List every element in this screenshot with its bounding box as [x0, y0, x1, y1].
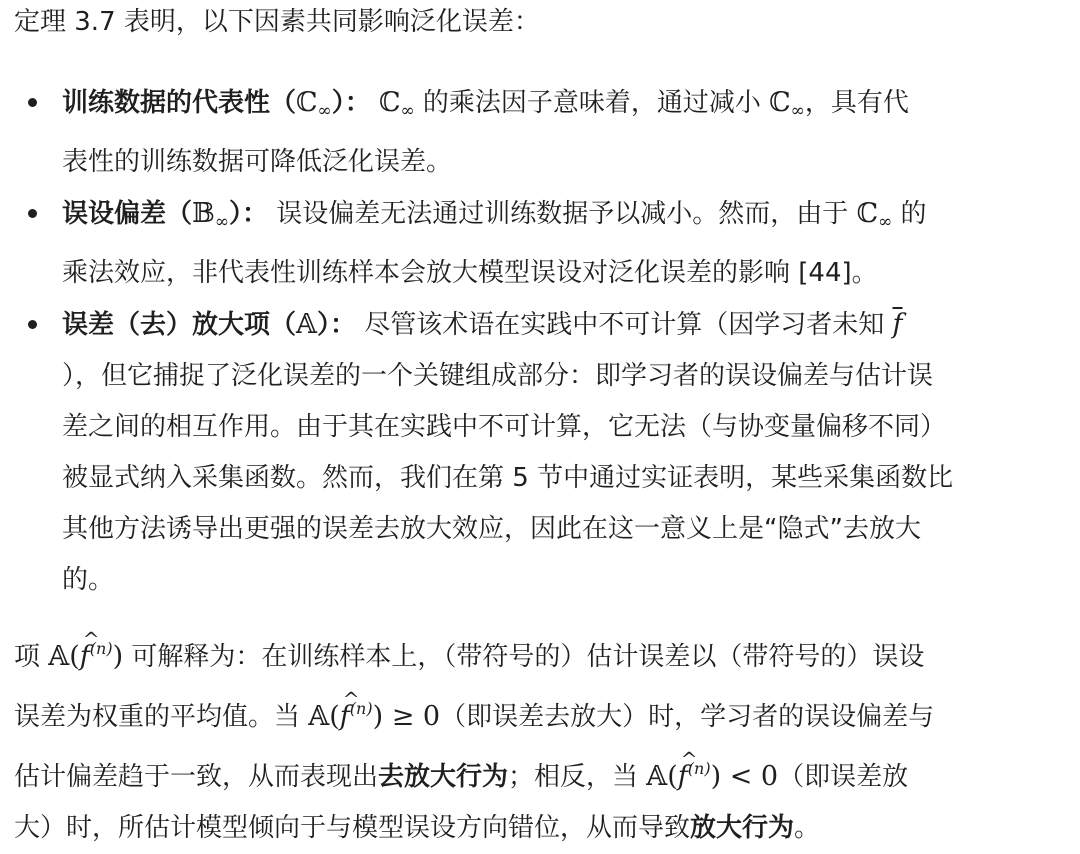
math-symbol: ℂ [378, 87, 401, 118]
paragraph-line [14, 803, 1064, 854]
text: （即误差放 [778, 762, 909, 792]
list-item-representativeness [62, 77, 1062, 188]
bullet-dot [28, 98, 37, 107]
math-subscript: ∞ [790, 101, 805, 121]
text: 的 [892, 199, 927, 229]
bullet-dot [28, 320, 37, 329]
math-superscript: (n) [687, 759, 711, 778]
text: 误设偏差无法通过训练数据予以减小。然而，由于 [276, 199, 857, 229]
math-symbol: ℂ [296, 87, 318, 118]
math-subscript: ∞ [214, 212, 230, 232]
item-title-end: ）： [331, 88, 371, 118]
text: 。 [794, 813, 821, 843]
math-f-hat: ^ f [80, 631, 90, 682]
math-symbol: ℂ [856, 198, 879, 229]
math-symbol: 𝔹 [192, 198, 215, 229]
math-symbol: 𝔸 [296, 309, 317, 340]
math-symbol: 𝔸 [646, 761, 668, 792]
paragraph-line: 估计偏差趋于一致，从而表现出去放大行为；相反，当 𝔸(^ $f^{(n)}) < 0$（即误差放 [14, 743, 1064, 803]
item-title: 误设偏差（ [62, 199, 193, 229]
item-line: 其他方法诱导出更强的误差去放大效应，因此在这一意义上是“隐式”去放大 [62, 514, 921, 544]
item-line: 差之间的相互作用。由于其在实践中不可计算，它无法（与协变量偏移不同） [62, 412, 947, 442]
item-line: 被显式纳入采集函数。然而，我们在第 5 节中通过实证表明，某些采集函数比 [62, 463, 954, 493]
bullet-dot [28, 209, 37, 218]
bold-term: 放大行为 [690, 813, 795, 843]
math-superscript: (n) [349, 699, 373, 718]
math-f-hat: ^ f [678, 751, 688, 802]
paragraph-line: 项 𝔸(^ $f^{(n)}$) 可解释为：在训练样本上，（带符号的）估计误差以（带符号的）误设 [14, 623, 1064, 683]
math-relation: ≥ 0 [383, 701, 441, 732]
text: 误差为权重的平均值。当 [14, 702, 309, 732]
math-symbol: 𝔸 [308, 701, 330, 732]
explanation-paragraph [14, 623, 1064, 854]
text: 估计偏差趋于一致，从而表现出 [14, 762, 379, 792]
math-superscript: (n) [89, 639, 113, 658]
text: 的乘法因子意味着，通过减小 [414, 88, 770, 118]
list-item-error-amplification [62, 299, 1062, 606]
item-line: 的。 [62, 565, 115, 595]
text: 可解释为：在训练样本上，（带符号的）估计误差以（带符号的）误设 [123, 642, 925, 672]
paragraph-line: 误差为权重的平均值。当 𝔸(^ $f^{(n)}) \ge 0$（即误差去放大）时，学习者的误设偏差与 [14, 683, 1064, 743]
item-title-end: ）： [316, 310, 356, 340]
item-title-end: ）： [229, 199, 269, 229]
factor-list [0, 77, 1062, 606]
text: ，具有代 [804, 88, 909, 118]
text: 尽管该术语在实践中不可计算（因学习者未知 [364, 310, 893, 340]
bold-term: 去放大行为 [378, 762, 509, 792]
text: 项 [14, 642, 49, 672]
item-line: 乘法效应，非代表性训练样本会放大模型误设对泛化误差的影响 [44]。 [62, 258, 878, 288]
item-line: 表性的训练数据可降低泛化误差。 [62, 147, 453, 177]
intro-sentence: 定理 3.7 表明，以下因素共同影响泛化误差： [14, 7, 540, 37]
math-relation: < 0 [721, 761, 779, 792]
math-subscript: ∞ [317, 101, 332, 121]
math-symbol: ℂ [769, 87, 791, 118]
math-f-bar: $\overline{f}$ [892, 309, 903, 340]
math-subscript: ∞ [400, 101, 415, 121]
math-f-hat: ^ f [340, 691, 350, 742]
text: ；相反，当 [508, 762, 647, 792]
list-item-misspecification-bias [62, 188, 1062, 299]
math-subscript: ∞ [878, 212, 893, 232]
item-title: 训练数据的代表性（ [62, 88, 297, 118]
text: （即误差去放大）时，学习者的误设偏差与 [440, 702, 935, 732]
math-symbol: 𝔸 [48, 641, 70, 672]
text: 大）时，所估计模型倾向于与模型误设方向错位，从而导致 [14, 813, 691, 843]
item-title: 误差（去）放大项（ [62, 310, 297, 340]
item-line: ），但它捕捉了泛化误差的一个关键组成部分：即学习者的误设偏差与估计误 [62, 361, 934, 391]
